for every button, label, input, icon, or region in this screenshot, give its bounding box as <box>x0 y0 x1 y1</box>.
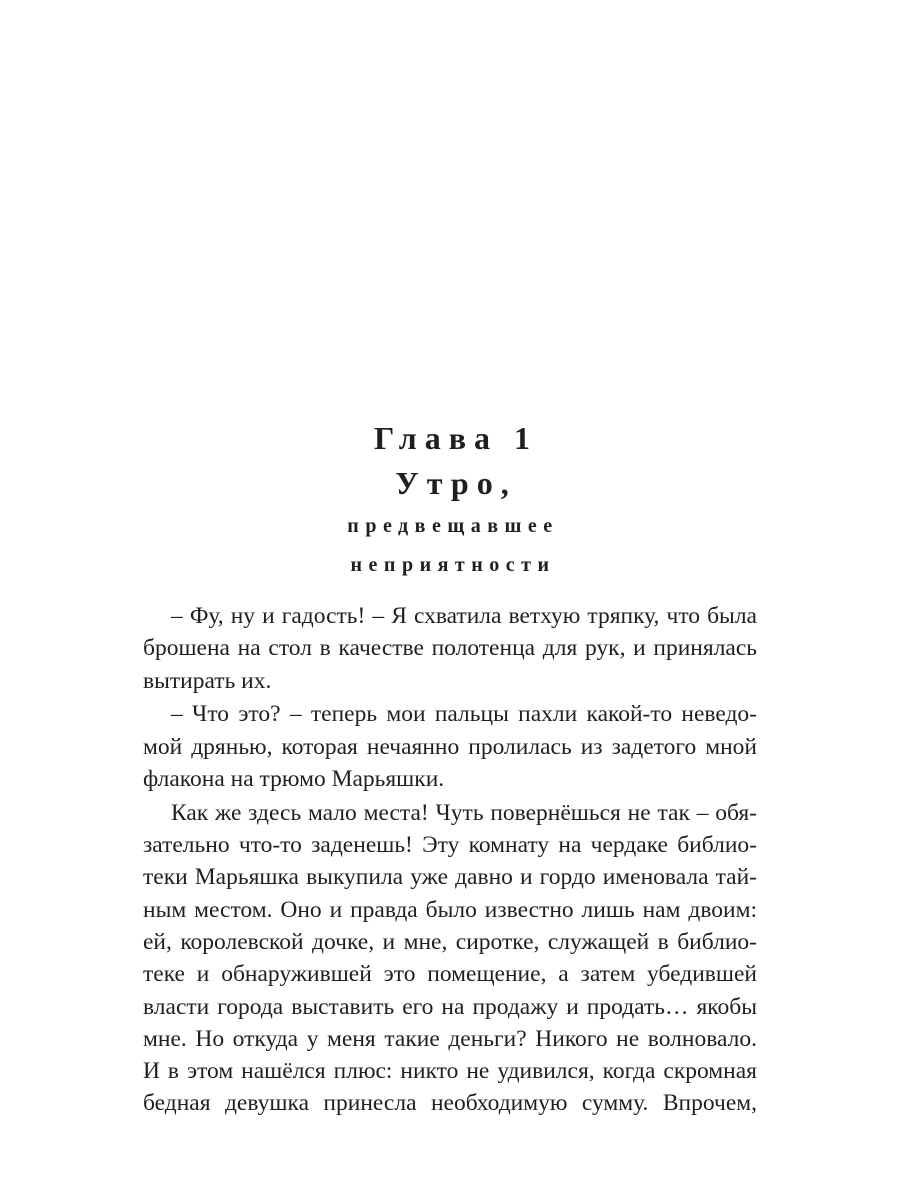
text-line: бедная девушка принесла необходимую сумму. Впрочем, <box>143 1090 757 1117</box>
text-line: мой дрянью, которая нечаянно пролилась из задетого мной <box>143 733 757 760</box>
chapter-body-text <box>143 600 757 1120</box>
chapter-title-line-3: неприятности <box>350 554 556 576</box>
chapter-heading <box>0 416 900 584</box>
text-line: теки Марьяшка выкупила уже давно и гордо именовала тай- <box>143 864 757 891</box>
text-line: мне. Но откуда у меня такие деньги? Никого не волновало. <box>143 1025 757 1052</box>
text-line: – Что это? – теперь мои пальцы пахли какой-то неведо- <box>171 701 757 728</box>
text-line: Как же здесь мало места! Чуть повернёшься не так – обя- <box>171 799 757 826</box>
text-line: И в этом нашёлся плюс: никто не удивился, когда скромная <box>143 1058 757 1085</box>
text-line: власти города выставить его на продажу и продать… якобы <box>143 993 757 1020</box>
text-line: ным местом. Оно и правда было известно лишь нам двоим: <box>143 896 757 923</box>
text-line: ей, королевской дочке, и мне, сиротке, служащей в библио- <box>143 928 757 955</box>
text-line: флакона на трюмо Марьяшки. <box>143 765 445 792</box>
chapter-title-line-2: предвещавшее <box>347 515 559 537</box>
chapter-title-line-1: Утро, <box>395 465 517 501</box>
text-line: – Фу, ну и гадость! – Я схватила ветхую тряпку, что была <box>171 603 757 629</box>
text-line: теке и обнаружившей это помещение, а затем убедившей <box>143 961 757 988</box>
text-line: брошена на стол в качестве полотенца для рук, и принялась <box>143 635 757 662</box>
text-line: вытирать их. <box>143 667 272 694</box>
chapter-number: Глава 1 <box>374 420 538 456</box>
text-line: зательно что-то заденешь! Эту комнату на чердаке библио- <box>143 832 757 859</box>
